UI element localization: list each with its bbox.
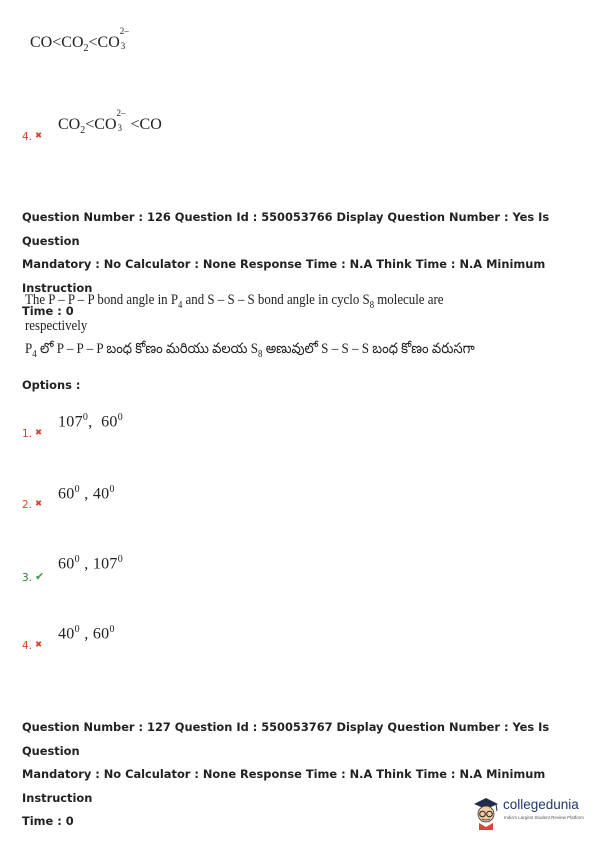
meta-line-1: Question Number : 126 Question Id : 550053766 Display Question Number : Yes Is Question [22,210,550,248]
question-126-text-telugu: $P_4$ లో P – P – P బంధ కోణం మరియు వలయ $S_8$ అణువులో S – S – S బంధ కోణం వరుసగా [25,341,475,360]
formula-co3: CO [94,116,117,133]
option-1-value[interactable]: $107^0$, $60^0$ [58,412,124,431]
question-text-line-2: respectively [25,318,88,334]
subscript-2: 2 [83,43,89,55]
option-4-value[interactable]: $40^0$ , $60^0$ [58,624,115,643]
wrong-mark-icon: ✖ [35,640,43,650]
logo-wordmark: collegedunia [503,797,579,812]
less-than: < [85,116,95,133]
meta-line-2: Mandatory : No Calculator : None Response Time : N.A Think Time : N.A Minimum Instruction [22,767,546,805]
formula-co2: CO [58,116,81,133]
question-126-text-english [25,290,507,337]
option-3-number: 3. ✔ [22,570,45,584]
carbonate-charge: 2– 3 [116,108,126,133]
option-2-value[interactable]: $60^0$ , $40^0$ [58,484,115,503]
option-3-value[interactable]: $60^0$ , $107^0$ [58,554,124,573]
formula-co2: CO [61,34,84,51]
logo-tagline: India's Largest Student Review Platform [504,815,584,820]
meta-line-2: Mandatory : No Calculator : None Response Time : N.A Think Time : N.A Minimum Instruction [22,257,546,295]
carbonate-charge: 2– 3 [119,26,129,51]
meta-line-3: Time : 0 [22,304,74,318]
collegedunia-logo [470,792,585,832]
prev-option4-number: 4. ✖ [22,131,43,143]
mascot-icon [470,794,502,830]
less-than: < [88,34,98,51]
meta-line-1: Question Number : 127 Question Id : 550053767 Display Question Number : Yes Is Question [22,720,550,758]
prev-option3-formula [30,26,134,55]
question-text-line-1: The P – P – P bond angle in $P_4$ and S – S – S bond angle in cyclo $S_8$ molecule are [25,292,444,311]
check-mark-icon: ✔ [35,570,45,583]
formula-co: CO [139,116,162,133]
less-than: < [52,34,62,51]
option-2-number: 2. ✖ [22,499,43,511]
less-than: < [130,116,140,133]
option-4-number: 4. ✖ [22,640,43,652]
options-label: Options : [22,378,81,392]
option-1-number: 1. ✖ [22,428,43,440]
wrong-mark-icon: ✖ [35,499,43,509]
prev-option4-formula [58,108,162,137]
subscript-2: 2 [80,125,86,137]
formula-co: CO [30,34,53,51]
meta-line-3: Time : 0 [22,814,74,828]
formula-co3: CO [97,34,120,51]
wrong-mark-icon: ✖ [35,131,43,141]
wrong-mark-icon: ✖ [35,428,43,438]
